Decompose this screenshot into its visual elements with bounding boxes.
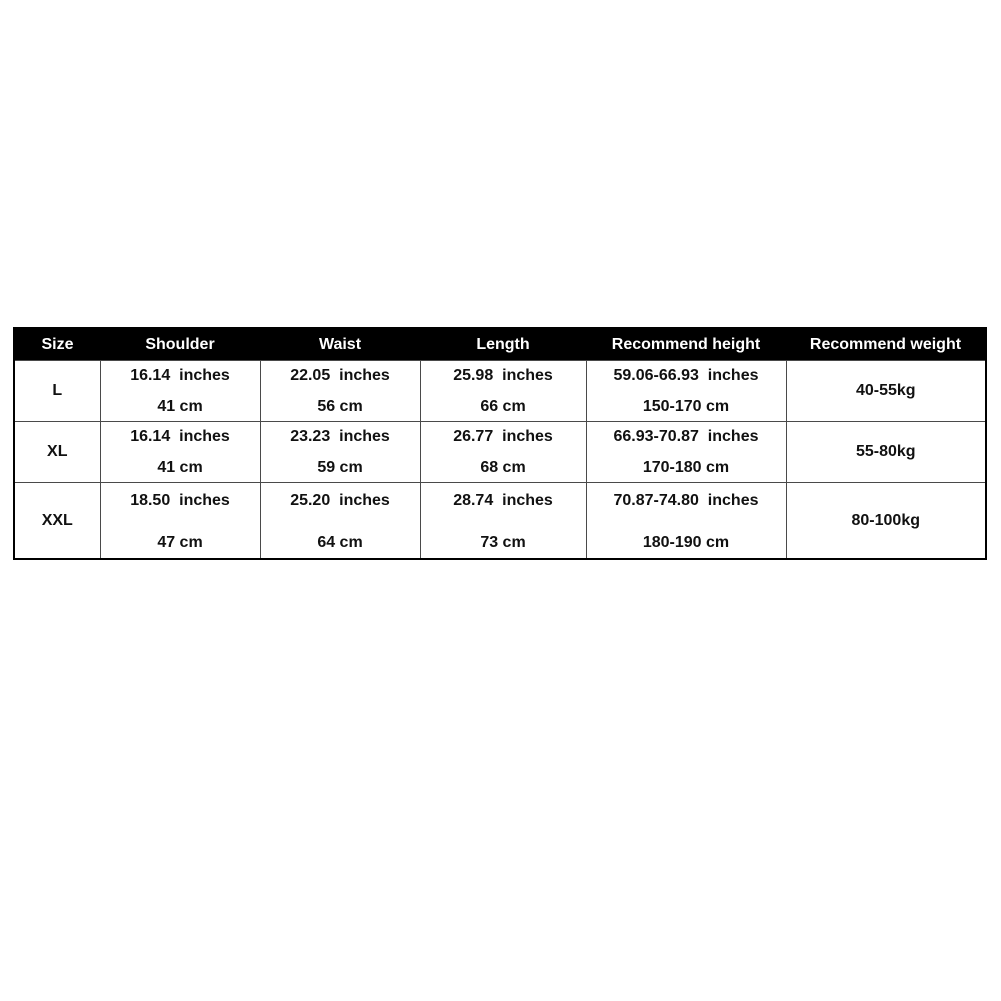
table-row: [14, 422, 986, 483]
shoulder-cm: 41 cm: [157, 459, 203, 476]
length-cell: [420, 361, 586, 422]
size-cell: XL: [14, 422, 100, 483]
shoulder-cm: 41 cm: [157, 398, 203, 415]
shoulder-cell: [100, 361, 260, 422]
waist-inches: 25.20 inches: [290, 492, 390, 509]
height-inches: 66.93-70.87 inches: [613, 428, 759, 445]
waist-cm: 59 cm: [317, 459, 363, 476]
height-cm: 170-180 cm: [642, 459, 730, 476]
shoulder-cell: [100, 422, 260, 483]
weight-cell: 55-80kg: [786, 422, 986, 483]
height-cell: [586, 483, 786, 560]
height-cell: [586, 361, 786, 422]
length-cm: 68 cm: [480, 459, 526, 476]
waist-cell: [260, 422, 420, 483]
header-recommend-weight: Recommend weight: [786, 328, 986, 361]
shoulder-inches: 16.14 inches: [130, 367, 230, 384]
waist-cm: 56 cm: [317, 398, 363, 415]
length-cell: [420, 483, 586, 560]
length-cell: [420, 422, 586, 483]
length-cm: 73 cm: [480, 534, 526, 551]
header-shoulder: Shoulder: [100, 328, 260, 361]
header-recommend-height: Recommend height: [586, 328, 786, 361]
shoulder-cm: 47 cm: [157, 534, 203, 551]
size-cell: L: [14, 361, 100, 422]
shoulder-inches: 18.50 inches: [130, 492, 230, 509]
height-cell: [586, 422, 786, 483]
length-cm: 66 cm: [480, 398, 526, 415]
header-size: Size: [14, 328, 100, 361]
size-cell: XXL: [14, 483, 100, 560]
waist-inches: 22.05 inches: [290, 367, 390, 384]
height-cm: 180-190 cm: [642, 534, 730, 551]
table-row: [14, 361, 986, 422]
table-header-row: [14, 328, 986, 361]
length-inches: 26.77 inches: [453, 428, 553, 445]
weight-cell: 80-100kg: [786, 483, 986, 560]
size-chart-table: [13, 327, 987, 560]
length-inches: 25.98 inches: [453, 367, 553, 384]
weight-cell: 40-55kg: [786, 361, 986, 422]
header-waist: Waist: [260, 328, 420, 361]
waist-inches: 23.23 inches: [290, 428, 390, 445]
shoulder-inches: 16.14 inches: [130, 428, 230, 445]
table-row: [14, 483, 986, 560]
height-inches: 59.06-66.93 inches: [613, 367, 759, 384]
header-length: Length: [420, 328, 586, 361]
shoulder-cell: [100, 483, 260, 560]
height-cm: 150-170 cm: [642, 398, 730, 415]
waist-cell: [260, 483, 420, 560]
height-inches: 70.87-74.80 inches: [613, 492, 759, 509]
length-inches: 28.74 inches: [453, 492, 553, 509]
waist-cell: [260, 361, 420, 422]
waist-cm: 64 cm: [317, 534, 363, 551]
